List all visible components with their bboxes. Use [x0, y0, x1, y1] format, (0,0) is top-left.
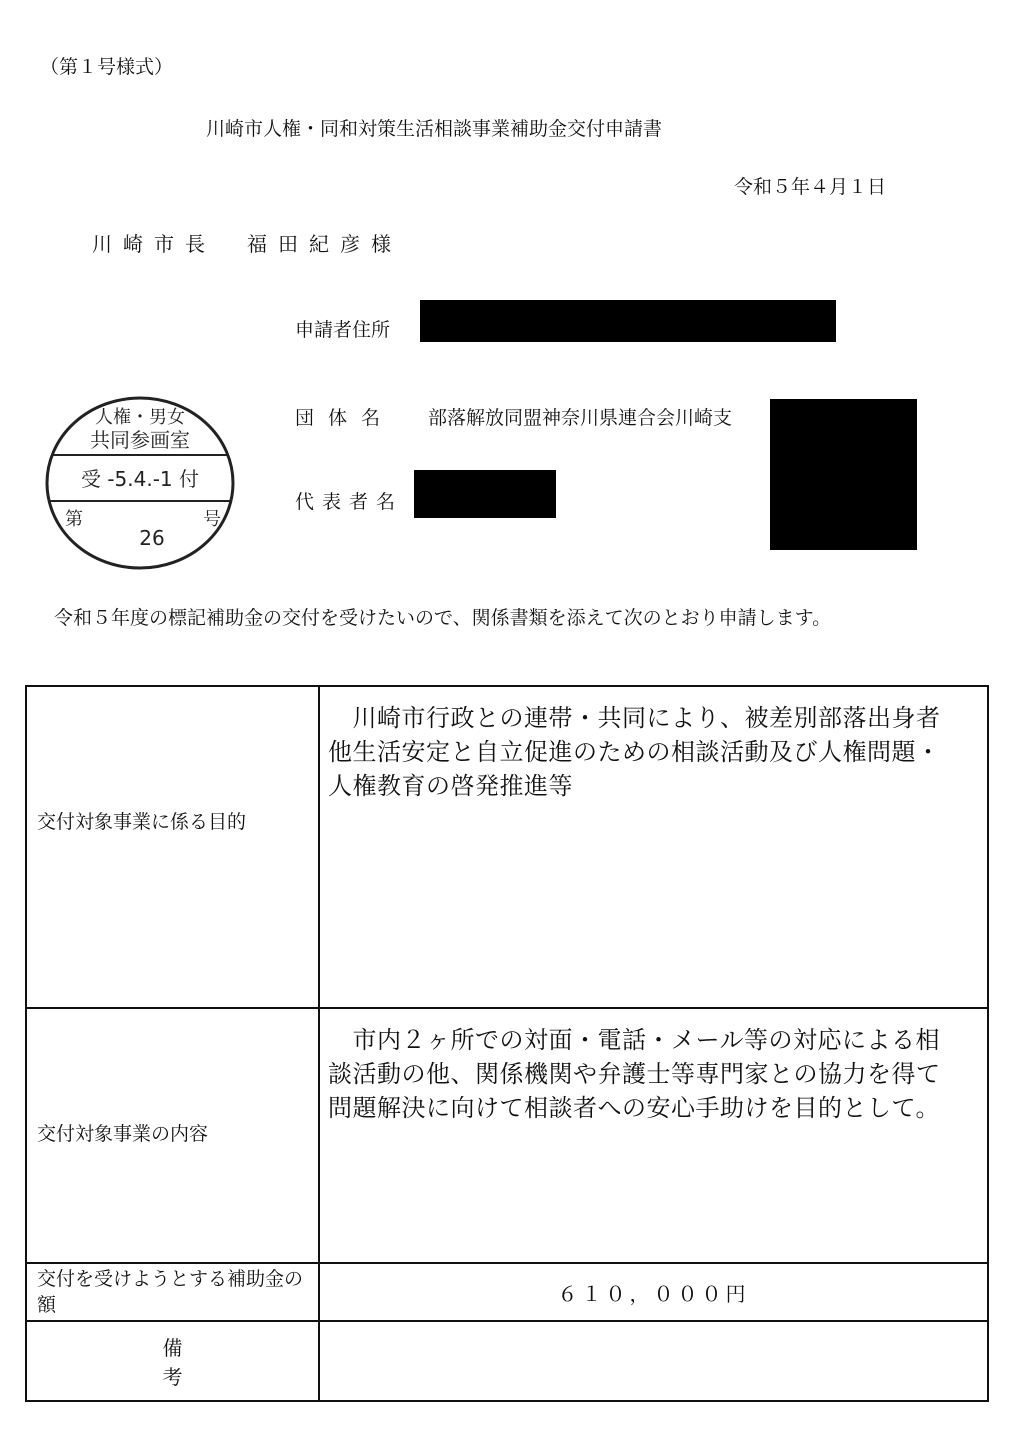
remarks-row	[26, 1321, 988, 1401]
stamp-number: 26	[139, 526, 165, 550]
intro-statement: 令和５年度の標記補助金の交付を受けたいので、関係書類を添えて次のとおり申請します。	[54, 607, 832, 629]
content-row	[26, 1008, 988, 1263]
remarks-value	[319, 1321, 988, 1401]
document-date: 令和５年４月１日	[734, 176, 887, 198]
purpose-row	[26, 686, 988, 1008]
stamp-line1: 人権・男女	[95, 407, 185, 428]
organization-label: 団体名	[295, 407, 395, 429]
stamp-line2: 共同参画室	[90, 428, 190, 452]
amount-label: 交付を受けようとする補助金の額	[26, 1263, 319, 1321]
purpose-label: 交付対象事業に係る目的	[26, 686, 319, 1008]
remarks-label: 備考	[26, 1321, 319, 1401]
application-table	[25, 685, 989, 1402]
stamp-suffix: 号	[203, 509, 221, 530]
redaction-representative	[414, 470, 556, 518]
applicant-address-label: 申請者住所	[295, 319, 391, 341]
stamp-prefix: 第	[65, 509, 83, 530]
amount-row	[26, 1263, 988, 1321]
addressee: 川崎市長 福田紀彦様	[92, 232, 402, 256]
document-title: 川崎市人権・同和対策生活相談事業補助金交付申請書	[206, 118, 663, 140]
content-text: 市内２ヶ所での対面・電話・メール等の対応による相 談活動の他、関係機関や弁護士等専門家との協力を得て 問題解決に向けて相談者への安心手助けを目的として。	[319, 1008, 988, 1263]
content-label: 交付対象事業の内容	[26, 1008, 319, 1263]
purpose-text: 川崎市行政との連帯・共同により、被差別部落出身者 他生活安定と自立促進のための相談活動及び人権問題・ 人権教育の啓発推進等	[319, 686, 988, 1008]
organization-name: 部落解放同盟神奈川県連合会川崎支	[428, 407, 733, 429]
receipt-stamp	[40, 393, 240, 573]
redaction-organization	[770, 399, 917, 550]
form-number: （第１号様式）	[40, 56, 174, 78]
amount-value: ６１０，０００円	[319, 1263, 988, 1321]
representative-label: 代表者名	[295, 491, 404, 513]
redaction-address	[420, 300, 836, 342]
stamp-date: 受 -5.4.-1 付	[80, 467, 200, 491]
